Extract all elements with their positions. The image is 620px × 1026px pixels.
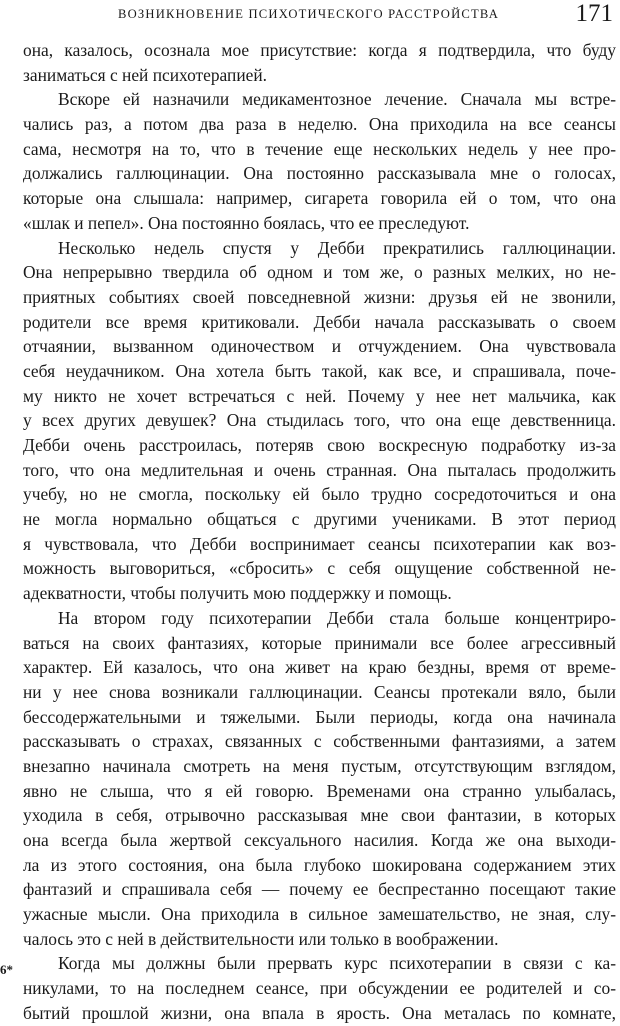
text-line: Дебби очень расстроилась, потеряв свою воскресную подработку из-за (23, 435, 616, 455)
text-line: внезапно начинала смотреть на меня пустым, отсутствующим взглядом, (23, 755, 616, 776)
text-line: явно не слыша, что я ей говорю. Временами она странно улыбалась, (23, 780, 616, 801)
text-line: отчаянии, вызванном одиночеством и отчуждением. Она чувствовала (23, 336, 616, 357)
paragraph (23, 236, 616, 606)
paragraph (23, 606, 616, 952)
text-line: которые она слышала: например, сигарета говорила ей о том, что она (23, 188, 616, 209)
text-line: я чувствовала, что Дебби воспринимает сеансы психотерапии как воз- (23, 533, 616, 554)
paragraph (23, 38, 616, 87)
text-line: ла из этого состояния, она была глубоко шокирована содержанием этих (23, 854, 616, 875)
page-number: 171 (575, 0, 613, 27)
text-line: заниматься с ней психотерапией. (23, 64, 268, 85)
text-line: себя неудачником. Она хотела быть такой, как все, и спрашивала, поче- (23, 360, 616, 381)
text-line: учебу, но не смогла, поскольку ей было трудно сосредоточиться и она (23, 484, 616, 505)
text-line: уходила в себя, отрывочно рассказывая мне свои фантазии, в которых (23, 805, 616, 826)
text-line: адекватности, чтобы получить мою поддержку и помощь. (23, 583, 452, 604)
text-line: Вскоре ей назначили медикаментозное лечение. Сначала мы встре- (58, 89, 616, 110)
text-line: никулами, то на последнем сеансе, при обсуждении ее родителей и со- (23, 978, 616, 999)
paragraph (23, 951, 616, 1025)
running-header: ВОЗНИКНОВЕНИЕ ПСИХОТИЧЕСКОГО РАССТРОЙСТВА (118, 7, 499, 21)
text-line: родители все время критиковали. Дебби начала рассказывать о своем (23, 311, 616, 332)
text-line: Несколько недель спустя у Дебби прекратились галлюцинации. (58, 237, 616, 258)
text-line: можность выговориться, «сбросить» с себя ощущение собственной не- (23, 558, 616, 579)
text-line: фантазий и спрашивала себя — почему ее беспрестанно посещают такие (23, 879, 616, 900)
text-line: ни у нее снова возникали галлюцинации. Сеансы протекали вяло, были (23, 681, 616, 702)
text-line: приятных событиях своей повседневной жизни: друзья ей не звонили, (23, 286, 616, 307)
signature-mark: 6* (0, 962, 13, 977)
text-line: На втором году психотерапии Дебби стала больше концентриро- (58, 607, 616, 628)
text-line: Она непрерывно твердила об одном и том же, о разных мелких, но не- (23, 262, 616, 283)
text-line: Когда мы должны были прервать курс психотерапии в связи с ка- (58, 953, 616, 974)
text-line: чались раз, а потом два раза в неделю. Она приходила на все сеансы (23, 114, 616, 135)
text-line: бессодержательными и тяжелыми. Были периоды, когда она начинала (23, 706, 616, 727)
text-line: сама, несмотря на то, что в течение еще нескольких недель у нее про- (23, 138, 616, 159)
text-line: рассказывать о страхах, связанных с собственными фантазиями, а затем (23, 731, 616, 752)
text-line: она всегда была жертвой сексуального насилия. Когда же она выходи- (23, 830, 616, 850)
text-line: у всех других девушек? Она стыдилась того, что она еще девственница. (23, 410, 616, 431)
text-line: чалось это с ней в действительности или только в воображении. (23, 928, 499, 949)
text-line: она, казалось, осознала мое присутствие: когда я подтвердила, что буду (23, 40, 616, 60)
text-line: ваться на своих фантазиях, которые принимали все более агрессивный (23, 632, 616, 653)
text-line: характер. Ей казалось, что она живет на краю бездны, время от време- (23, 657, 616, 678)
text-line: того, что она медлительная и очень странная. Она пыталась продолжить (23, 459, 616, 480)
text-line: должались галлюцинации. Она постоянно рассказывала мне о голосах, (23, 163, 616, 184)
text-line: бытий прошлой жизни, она впала в ярость. Она металась по комнате, (23, 1002, 616, 1023)
body-text (23, 38, 616, 1026)
text-line: «шлак и пепел». Она постоянно боялась, что ее преследуют. (23, 212, 470, 233)
text-line: не могла нормально общаться с другими учениками. В этот период (23, 509, 616, 530)
paragraph (23, 87, 616, 235)
text-line: ужасные мысли. Она приходила в сильное замешательство, не зная, слу- (23, 904, 616, 925)
text-line: му никто не хочет встречаться с ней. Почему у нее нет мальчика, как (23, 385, 616, 406)
